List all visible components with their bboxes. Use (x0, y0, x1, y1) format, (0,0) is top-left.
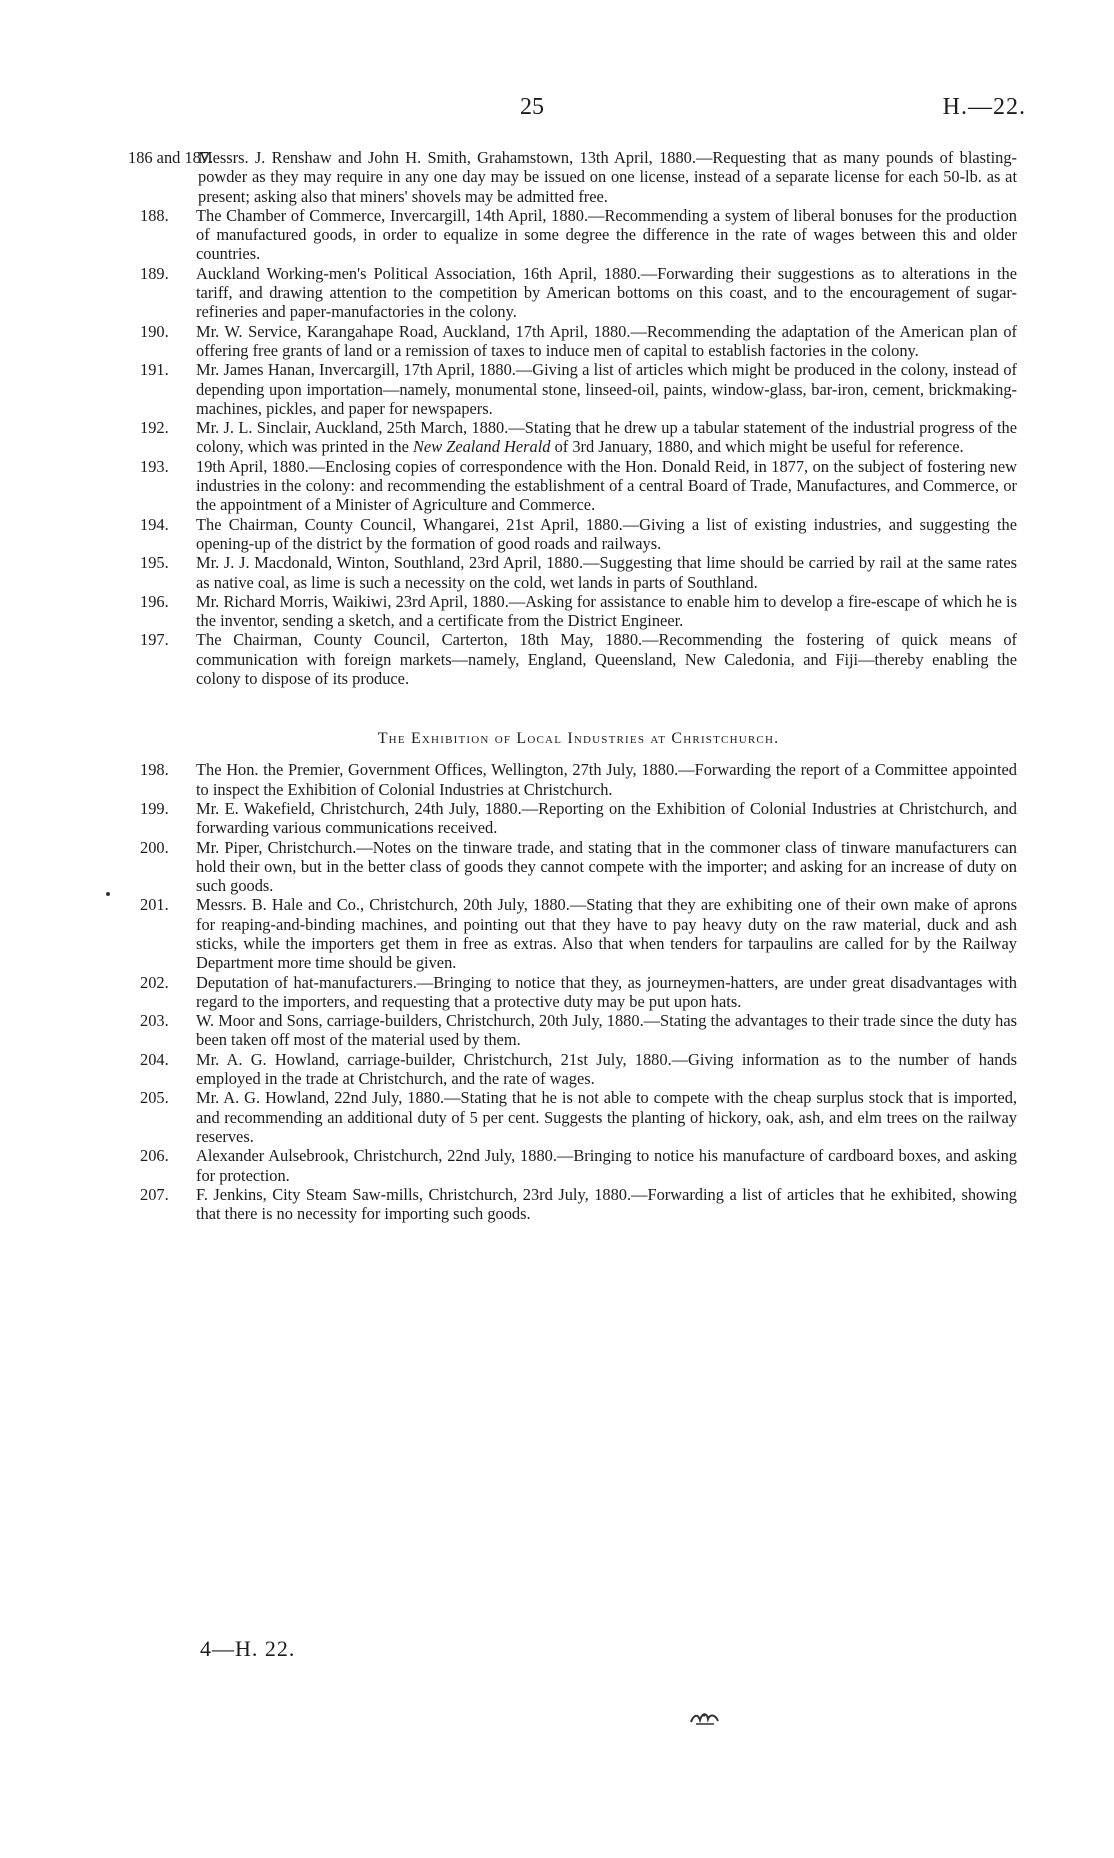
sheet-signature: 4—H. 22. (200, 1636, 296, 1661)
entry-number: 198. (140, 760, 169, 780)
entry-text: Mr. Richard Morris, Waikiwi, 23rd April, 1880.—Asking for assistance to enable him to develop a fire-escape of which he is the inventor, sending a sketch, and a certificate from the District Engineer. (196, 591, 1017, 631)
list-item (140, 1146, 1017, 1185)
entry-text: Alexander Aulsebrook, Christchurch, 22nd July, 1880.—Bringing to notice his manufacture of cardboard boxes, and asking for protection. (196, 1146, 1017, 1185)
list-item (140, 322, 1017, 361)
newspaper-title: New Zealand Herald (412, 437, 551, 457)
entry-text: Mr. Piper, Christchurch.—Notes on the tinware trade, and stating that in the commoner class of tinware manufacturers can hold their own, but in the better class of goods they cannot compete with the importer; and asking for an increase of duty on such goods. (196, 837, 1017, 896)
entry-text-before: Mr. J. L. Sinclair, Auckland, 25th March, 1880.—Stating that he drew up a tabular statement of the industrial progress of the colony, which was printed in the (196, 418, 1017, 457)
entry-text: Mr. E. Wakefield, Christchurch, 24th July, 1880.—Reporting on the Exhibition of Colonial Industries at Christchurch, and forwarding various communications received. (196, 798, 1017, 838)
entry-text: The Hon. the Premier, Government Offices, Wellington, 27th July, 1880.—Forwarding the report of a Committee appointed to inspect the Exhibition of Colonial Industries at Christchurch. (196, 760, 1017, 799)
list-item (140, 553, 1017, 592)
document-reference: H.—22. (942, 94, 1026, 120)
list-item (140, 515, 1017, 554)
entry-number: 192. (140, 418, 169, 438)
entry-text: F. Jenkins, City Steam Saw-mills, Christchurch, 23rd July, 1880.—Forwarding a list of articles that he exhibited, showing that there is no necessity for importing such goods. (196, 1184, 1017, 1224)
list-item (140, 1088, 1017, 1146)
entry-number: 207. (140, 1184, 169, 1204)
list-item (140, 630, 1017, 688)
entry-number: 200. (140, 837, 169, 857)
section-heading: The Exhibition of Local Industries at Christchurch. (377, 730, 780, 748)
entry-text: Mr. A. G. Howland, carriage-builder, Christchurch, 21st July, 1880.—Giving information as to the number of hands employed in the trade at Christchurch, and the rate of wages. (196, 1049, 1017, 1089)
list-item (140, 799, 1017, 838)
stray-dot-mark (106, 892, 110, 896)
entries-list (128, 148, 1017, 1224)
entry-text: Deputation of hat-manufacturers.—Bringing to notice that they, as journeymen-hatters, are under great disadvantages with regard to the importers, and requesting that a protective duty may be put upon hats. (196, 972, 1017, 1011)
list-item (140, 1185, 1017, 1224)
list-item (128, 148, 1017, 206)
entry-text: Mr. A. G. Howland, 22nd July, 1880.—Stating that he is not able to compete with the cheap surplus stock that is imported, and recommending an additional duty of 5 per cent. Suggests the planting of hickory, oak, ash, and elm trees on the railway reserves. (196, 1088, 1017, 1146)
entry-number: 188. (140, 205, 169, 225)
entry-number: 204. (140, 1049, 169, 1069)
list-item (140, 1011, 1017, 1050)
entry-text: Auckland Working-men's Political Association, 16th April, 1880.—Forwarding their suggestions as to alterations in the tariff, and drawing attention to the competition by American bottoms on this coast, and to the encouragement of sugar-refineries and paper-manufactories in the colony. (196, 263, 1017, 322)
entry-number: 193. (140, 456, 169, 476)
page-number: 25 (520, 94, 544, 120)
entry-number: 190. (140, 321, 169, 341)
list-item (140, 838, 1017, 896)
entry-text: Messrs. B. Hale and Co., Christchurch, 20th July, 1880.—Stating that they are exhibiting one of their own make of aprons for reaping-and-binding machines, and pointing out that they have to pay heavy duty on the raw material, duck and ash sticks, while the importers get them in free as extras. Also that when tenders for tarpaulins are called for by the Railway Department more time should be given. (196, 895, 1017, 973)
entry-text-after: of 3rd January, 1880, and which might be useful for reference. (550, 437, 964, 457)
printer-ornament-icon (688, 1708, 722, 1728)
list-item (140, 592, 1017, 631)
list-item (140, 760, 1017, 799)
entry-text: Messrs. J. Renshaw and John H. Smith, Grahamstown, 13th April, 1880.—Requesting that as many pounds of blasting-powder as they may require in any one day may be issued on one license, instead of a separate license for each 50-lb. as at present; asking also that miners' shovels may be admitted free. (198, 148, 1017, 206)
entry-number: 205. (140, 1088, 169, 1108)
list-item (140, 457, 1017, 515)
entry-number: 199. (140, 798, 169, 818)
entry-number: 196. (140, 591, 169, 611)
entry-text: Mr. W. Service, Karangahape Road, Auckland, 17th April, 1880.—Recommending the adaptation of the American plan of offering free grants of land or a remission of taxes to induce men of capital to establish factories in the colony. (196, 321, 1017, 360)
entry-number: 191. (140, 360, 169, 380)
list-item (140, 418, 1017, 457)
entry-text: Mr. J. J. Macdonald, Winton, Southland, 23rd April, 1880.—Suggesting that lime should be carried by rail at the same rates as native coal, as lime is such a necessity on the cold, wet lands in parts of Southland. (196, 553, 1017, 592)
list-item (140, 360, 1017, 418)
list-item (140, 895, 1017, 972)
entry-number: 186 and 187. (128, 148, 214, 167)
entry-text: 19th April, 1880.—Enclosing copies of correspondence with the Hon. Donald Reid, in 1877, on the subject of fostering new industries in the colony: and recommending the establishment of a central Board of Trade, Manufactures, and Commerce, or the appointment of a Minister of Agriculture and Commerce. (196, 456, 1017, 515)
entry-number: 189. (140, 263, 169, 283)
list-item (140, 1050, 1017, 1089)
list-item (140, 973, 1017, 1012)
entry-number: 195. (140, 553, 169, 573)
list-item (140, 206, 1017, 264)
entry-number: 197. (140, 630, 169, 650)
entry-number: 203. (140, 1011, 169, 1031)
entry-text: The Chamber of Commerce, Invercargill, 14th April, 1880.—Recommending a system of liberal bonuses for the production of manufactured goods, in order to equalize in some degree the difference in the rate of wages between this and older countries. (196, 205, 1017, 264)
entry-text: W. Moor and Sons, carriage-builders, Christchurch, 20th July, 1880.—Stating the advantages to their trade since the duty has been taken off most of the material used by them. (196, 1011, 1017, 1050)
entry-text: Mr. James Hanan, Invercargill, 17th April, 1880.—Giving a list of articles which might be produced in the colony, instead of depending upon importation—namely, monumental stone, linseed-oil, paints, window-glass, bar-iron, cement, brickmaking-machines, pickles, and paper for newspapers. (196, 360, 1017, 418)
entry-number: 201. (140, 895, 169, 915)
entry-number: 194. (140, 514, 169, 534)
entry-number: 202. (140, 972, 169, 992)
entry-text: The Chairman, County Council, Carterton, 18th May, 1880.—Recommending the fostering of quick means of communication with foreign markets—namely, England, Queensland, New Caledonia, and Fiji—thereby enabling the colony to dispose of its produce. (196, 630, 1017, 689)
entry-number: 206. (140, 1146, 169, 1166)
list-item (140, 264, 1017, 322)
entry-text: The Chairman, County Council, Whangarei, 21st April, 1880.—Giving a list of existing industries, and suggesting the opening-up of the district by the formation of good roads and railways. (196, 514, 1017, 553)
